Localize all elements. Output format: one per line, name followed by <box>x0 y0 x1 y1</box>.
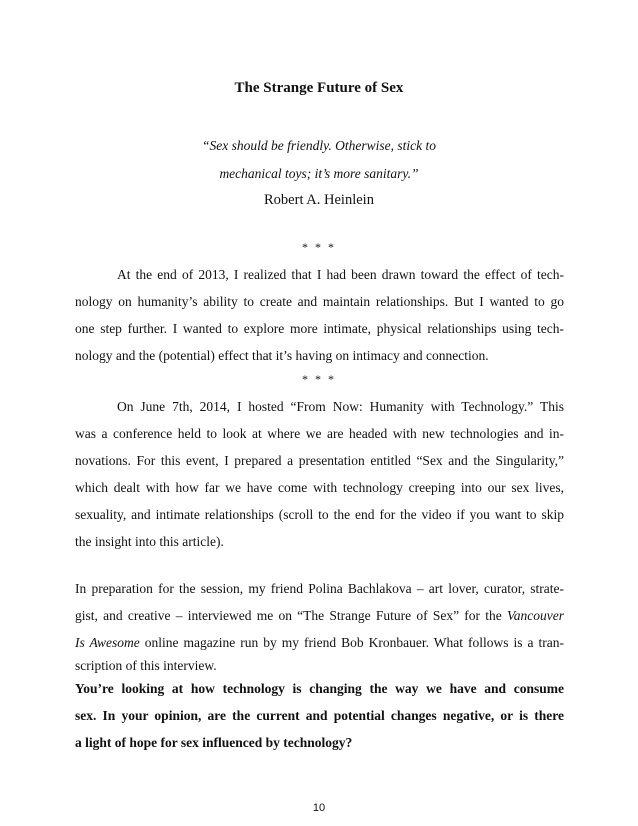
page-number: 10 <box>312 802 326 814</box>
paragraph1-line: nology on humanity’s ability to create and maintain relationships. But I wanted to go <box>75 294 564 309</box>
document-title: The Strange Future of Sex <box>234 80 404 96</box>
paragraph3-line <box>75 607 564 625</box>
interview-question-line: sex. In your opinion, are the current and potential changes negative, or is there <box>75 708 564 723</box>
paragraph1-line: one step further. I wanted to explore more intimate, physical relationships using tech- <box>75 321 564 336</box>
paragraph2-line: which dealt with how far we have come with technology creeping into our sex lives, <box>75 480 564 495</box>
magazine-name: Vancouver <box>507 608 564 623</box>
paragraph3-line: In preparation for the session, my friend Polina Bachlakova – art lover, curator, strate- <box>75 581 564 596</box>
section-separator: * * * <box>302 240 336 254</box>
epigraph-line-1: “Sex should be friendly. Otherwise, stick to <box>202 138 436 153</box>
interview-question-line: You’re looking at how technology is changing the way we have and consume <box>75 681 564 696</box>
paragraph2-line: the insight into this article). <box>75 534 224 549</box>
paragraph2-line: sexuality, and intimate relationships (scroll to the end for the video if you want to skip <box>75 507 564 522</box>
paragraph3-line <box>75 634 564 652</box>
paragraph1-line: At the end of 2013, I realized that I had been drawn toward the effect of tech- <box>117 267 564 282</box>
paragraph3-line: scription of this interview. <box>75 658 217 673</box>
section-separator: * * * <box>302 372 336 386</box>
paragraph3-text: online magazine run by my friend Bob Kronbauer. What follows is a tran- <box>139 635 564 650</box>
paragraph1-line: nology and the (potential) effect that it’s having on intimacy and connection. <box>75 348 489 363</box>
epigraph-author: Robert A. Heinlein <box>264 192 374 208</box>
interview-question-line: a light of hope for sex influenced by technology? <box>75 735 353 750</box>
paragraph2-line: On June 7th, 2014, I hosted “From Now: Humanity with Technology.” This <box>117 399 564 414</box>
epigraph-line-2: mechanical toys; it’s more sanitary.” <box>219 166 419 181</box>
paragraph2-line: novations. For this event, I prepared a presentation entitled “Sex and the Singularity,” <box>75 453 564 468</box>
magazine-name: Is Awesome <box>75 635 140 650</box>
paragraph2-line: was a conference held to look at where we are headed with new technologies and in- <box>75 426 564 441</box>
paragraph3-text: gist, and creative – interviewed me on “The Strange Future of Sex” for the <box>75 608 508 623</box>
